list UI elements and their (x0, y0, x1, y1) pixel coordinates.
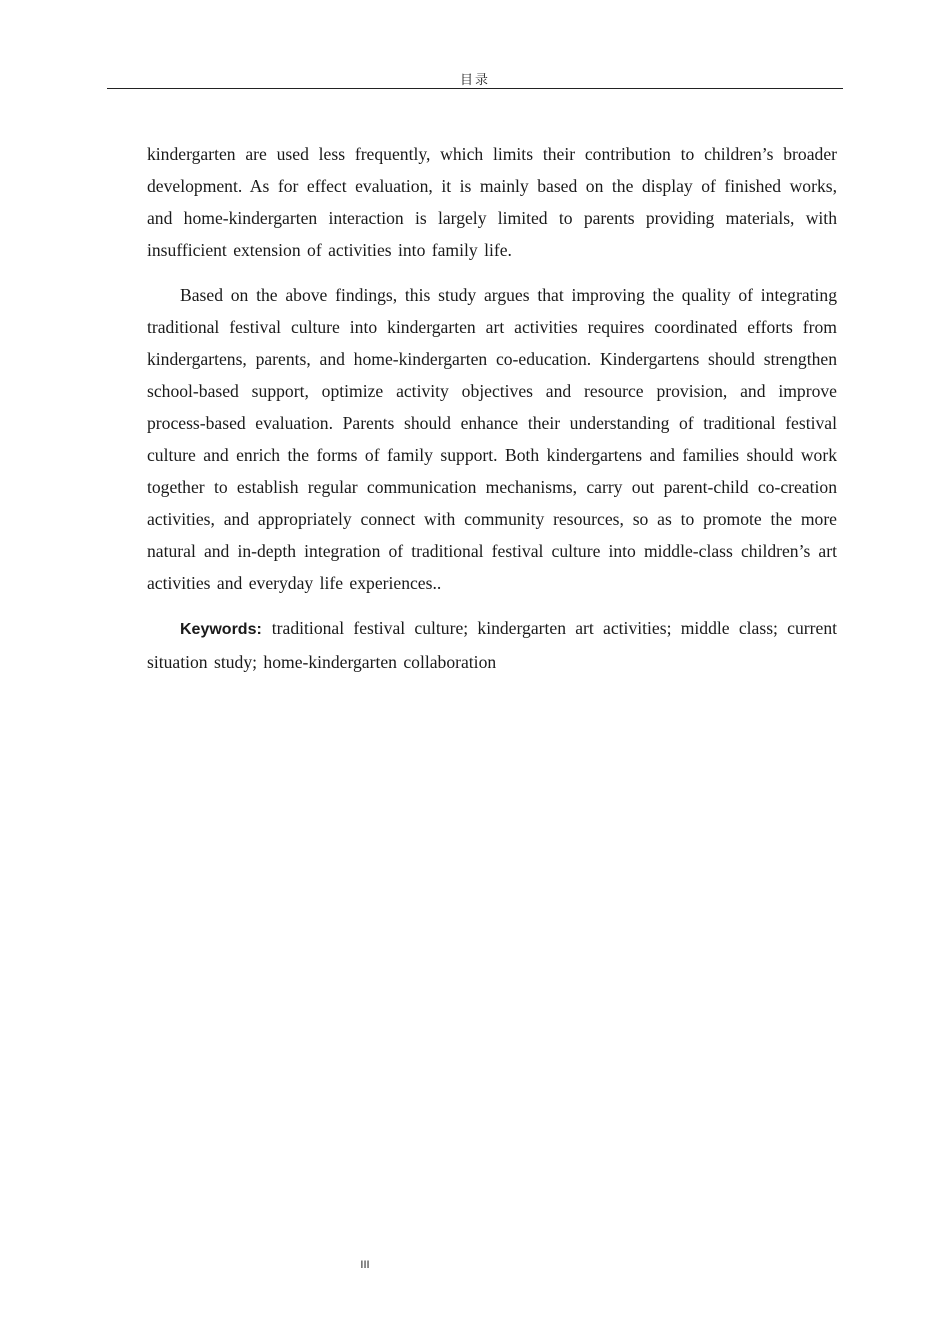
paragraph-continued: kindergarten are used less frequently, which limits their contribution to children’s broader development. As for effect evaluation, it is mainly based on the display of finished works, and home-kindergarten interaction is largely limited to parents providing materials, with insufficient extension of activities into family life. (147, 144, 837, 260)
running-header: 目录 (459, 73, 490, 88)
keywords-line (147, 612, 837, 678)
page-number: III (360, 1259, 370, 1271)
keywords-text: traditional festival culture; kindergarten art activities; middle class; current situation study; home-kindergarten collaboration (147, 618, 837, 672)
keywords-label: Keywords: (180, 621, 262, 638)
header-rule (107, 88, 843, 89)
abstract-body (147, 138, 837, 678)
paragraph-findings: Based on the above findings, this study argues that improving the quality of integrating traditional festival culture into kindergarten art activities requires coordinated efforts from kindergartens, parents, and home-kindergarten co-education. Kindergartens should strengthen school-based support, optimize activity objectives and resource provision, and improve process-based evaluation. Parents should enhance their understanding of traditional festival culture and enrich the forms of family support. Both kindergartens and families should work together to establish regular communication mechanisms, carry out parent-child co-creation activities, and appropriately connect with community resources, so as to promote the more natural and in-depth integration of traditional festival culture into middle-class children’s art activities and everyday life experiences.. (147, 285, 837, 593)
